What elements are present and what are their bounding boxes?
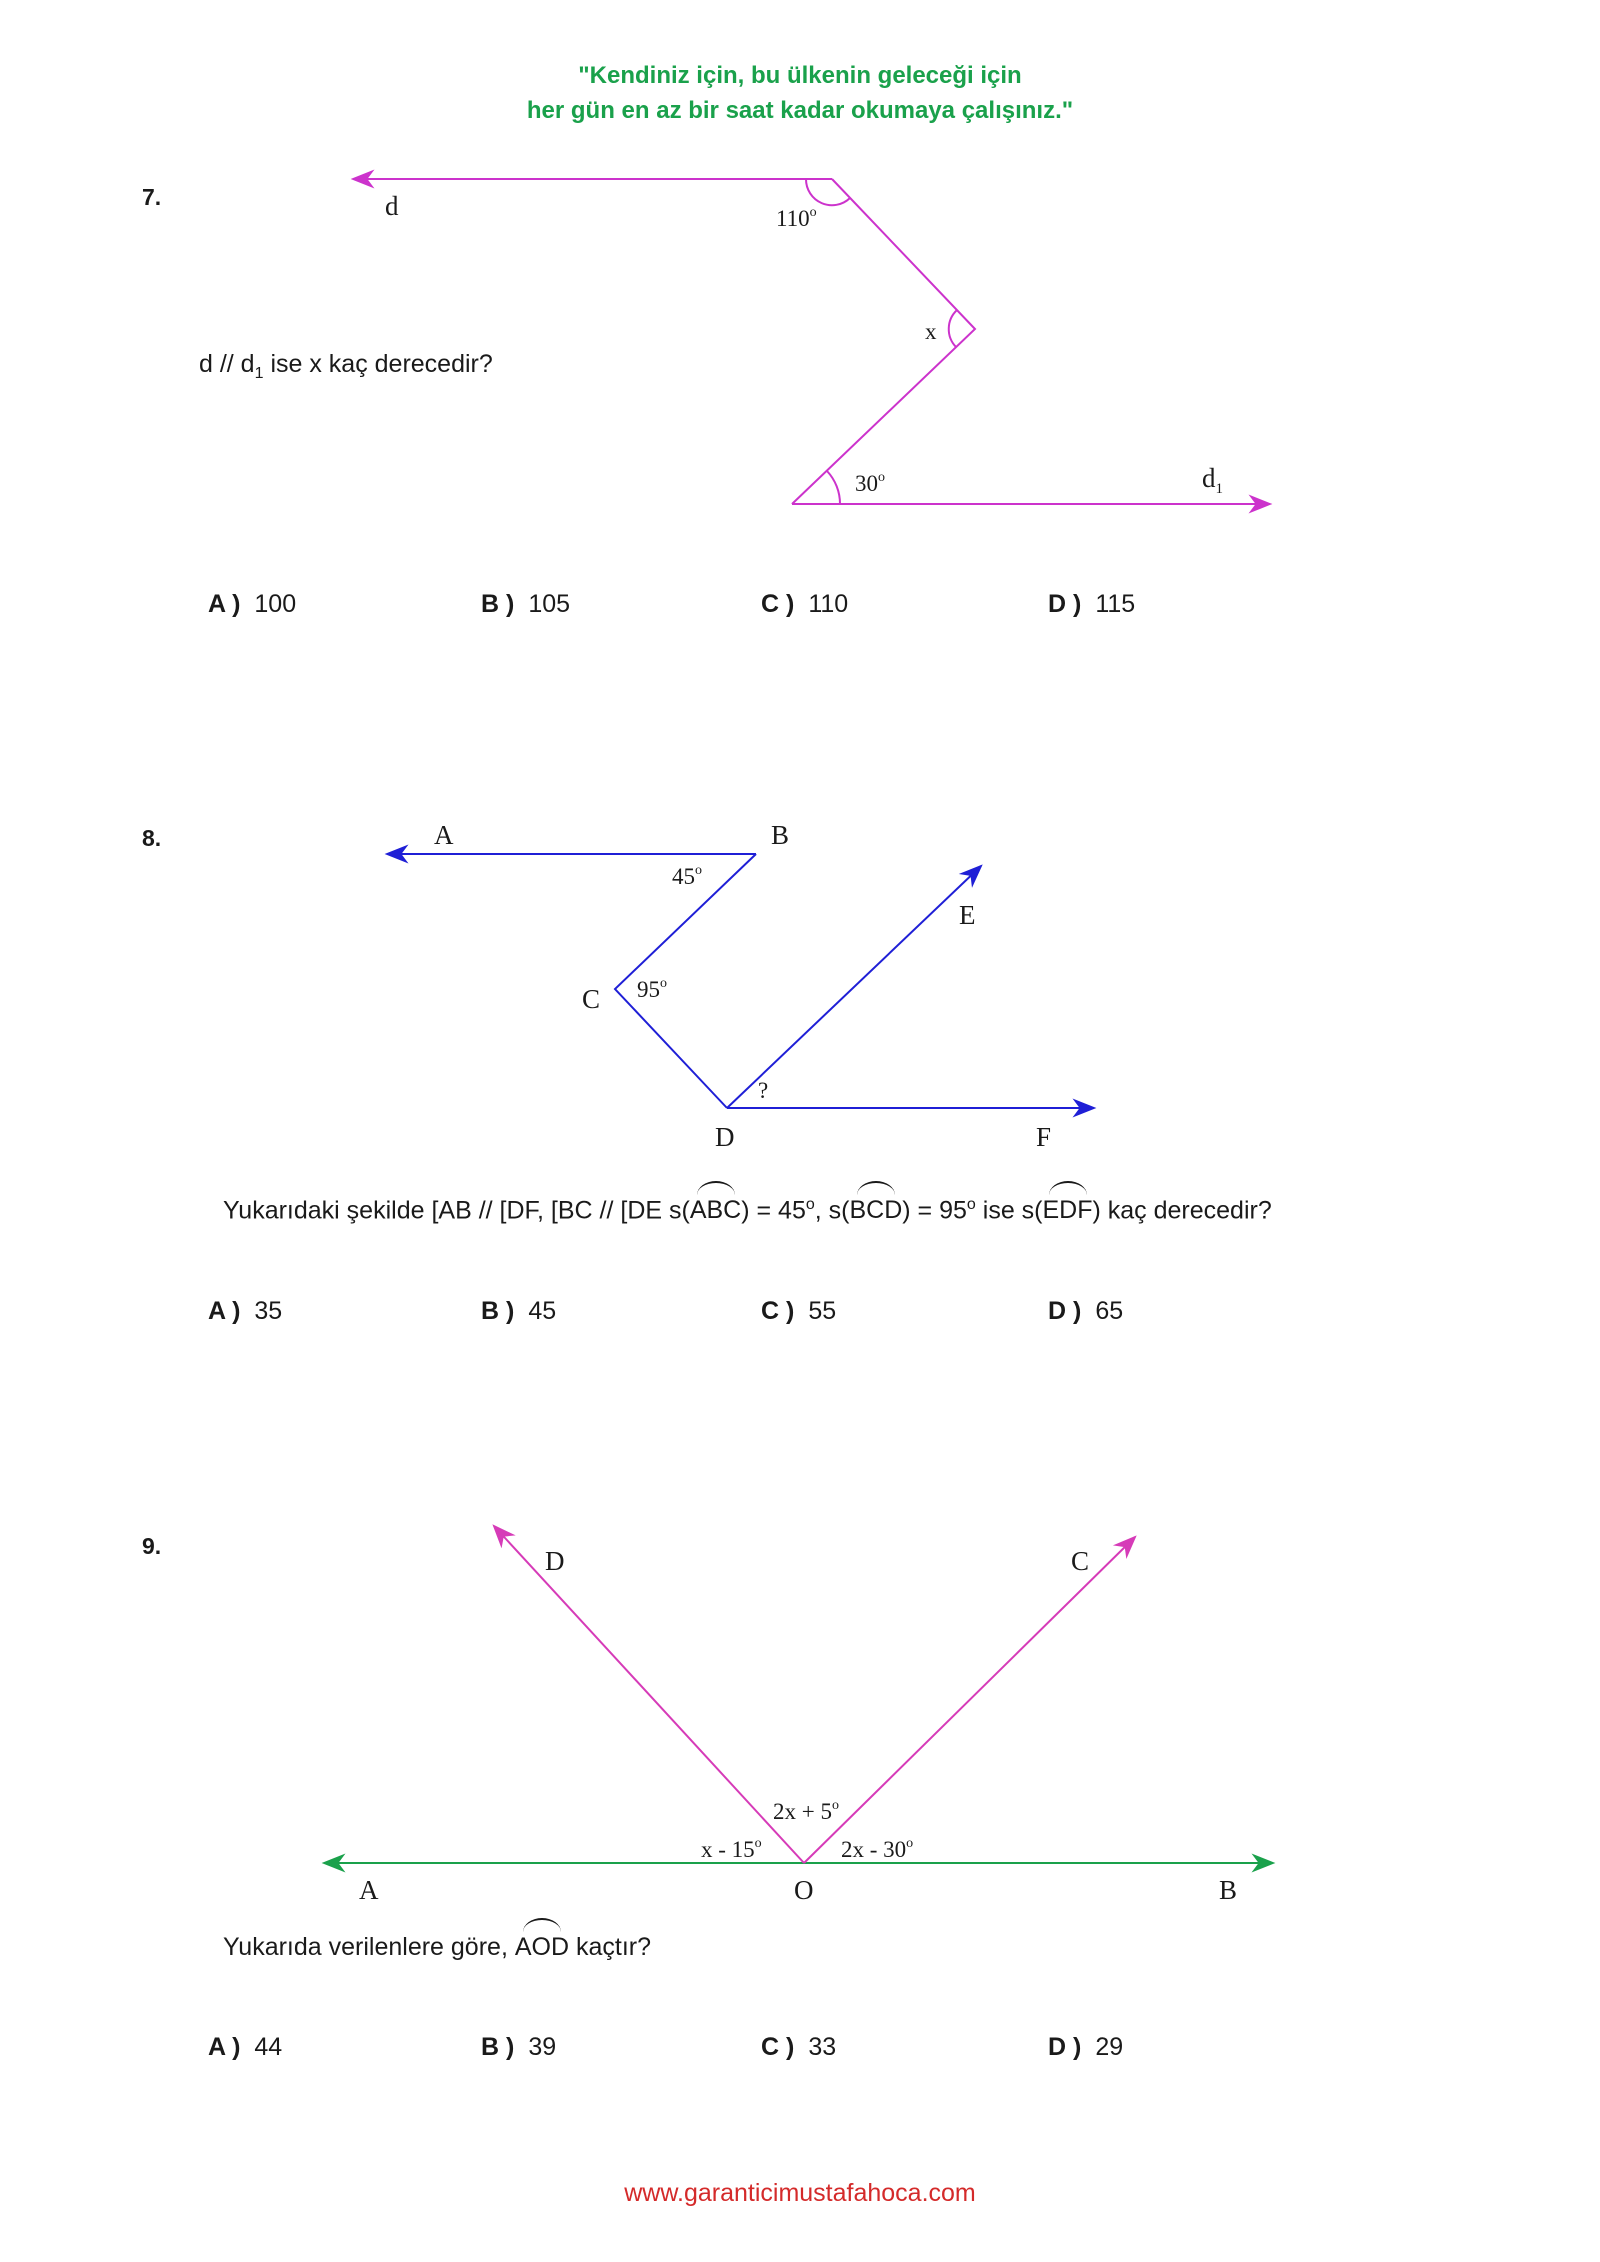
q7-angle-110: 110$^o$	[776, 205, 817, 231]
q9-angle-left: x - 15$^o$	[701, 1836, 762, 1862]
q8-option-b[interactable]: B ) 45	[481, 1297, 557, 1325]
question-7-number: 7.	[142, 184, 162, 210]
q8-label-c: C	[582, 984, 601, 1014]
q8-label-d: D	[715, 1122, 735, 1152]
q8-angle-95: 95$^o$	[637, 976, 667, 1002]
header-quote-line2: her gün en az bir saat kadar okumaya çalışınız."	[526, 97, 1074, 124]
q7-arc-30	[827, 471, 840, 504]
question-8-figure	[0, 780, 1600, 1180]
header-quote-line1: "Kendiniz için, bu ülkenin geleceği için	[578, 62, 1022, 89]
q9-option-d[interactable]: D ) 29	[1048, 2033, 1124, 2061]
question-9-text: Yukarıda verilenlere göre, AOD kaçtır?	[223, 1933, 652, 1961]
q8-option-a[interactable]: A ) 35	[208, 1297, 283, 1325]
q9-ray-od	[494, 1526, 804, 1863]
q9-angle-right: 2x - 30$^o$	[841, 1836, 914, 1862]
q7-angle-x: x	[925, 319, 937, 344]
question-8-text: Yukarıdaki şekilde [AB // [DF, [BC // [DE $s(ABC) = 45^o$, $s(BCD) = 95^o$ ise s(EDF) kaç derecedir?	[223, 1196, 1272, 1225]
q7-arc-x	[949, 310, 957, 347]
q9-label-d: D	[545, 1546, 565, 1576]
q9-angle-top: $2x + 5^o$	[773, 1798, 839, 1824]
q9-label-b: B	[1219, 1875, 1238, 1905]
q7-option-d[interactable]: D ) 115	[1048, 590, 1136, 618]
q8-label-b: B	[771, 820, 790, 850]
q8-option-d[interactable]: D ) 65	[1048, 1297, 1124, 1325]
question-9-number: 9.	[142, 1533, 162, 1559]
q7-option-a[interactable]: A ) 100	[208, 590, 297, 618]
question-8-number: 8.	[142, 825, 162, 851]
q7-label-d1: $d_1$	[1202, 463, 1223, 497]
q9-label-a: A	[359, 1875, 379, 1905]
q8-label-e: E	[959, 900, 976, 930]
q8-angle-45: 45$^o$	[672, 863, 702, 889]
q8-arc-bcd: BCD	[849, 1196, 903, 1225]
q7-option-c[interactable]: C ) 110	[761, 590, 849, 618]
q9-arc-aod: AOD	[514, 1933, 570, 1961]
q7-option-b[interactable]: B ) 105	[481, 590, 571, 618]
question-7-text: d // $d_1$ ise x kaç derecedir?	[199, 350, 493, 382]
question-7-figure	[0, 0, 1600, 560]
q7-angle-30: 30$^o$	[855, 470, 885, 496]
q9-label-c: C	[1071, 1546, 1090, 1576]
q8-angle-question: ?	[758, 1078, 769, 1103]
q7-label-d: d	[385, 191, 399, 221]
q9-option-b[interactable]: B ) 39	[481, 2033, 557, 2061]
question-9-figure	[0, 1500, 1600, 1920]
q8-option-c[interactable]: C ) 55	[761, 1297, 837, 1325]
q8-label-a: A	[434, 820, 454, 850]
footer-url[interactable]: www.garanticimustafahoca.com	[624, 2179, 976, 2207]
q7-zigzag	[792, 179, 975, 504]
q8-arc-edf: EDF	[1042, 1196, 1093, 1225]
q9-label-o: O	[794, 1875, 814, 1905]
q9-option-c[interactable]: C ) 33	[761, 2033, 837, 2061]
q9-ray-oc	[804, 1537, 1135, 1863]
q9-option-a[interactable]: A ) 44	[208, 2033, 283, 2061]
q8-arc-abc: ABC	[689, 1196, 742, 1225]
q8-label-f: F	[1036, 1122, 1052, 1152]
q8-ray-de	[727, 866, 981, 1108]
